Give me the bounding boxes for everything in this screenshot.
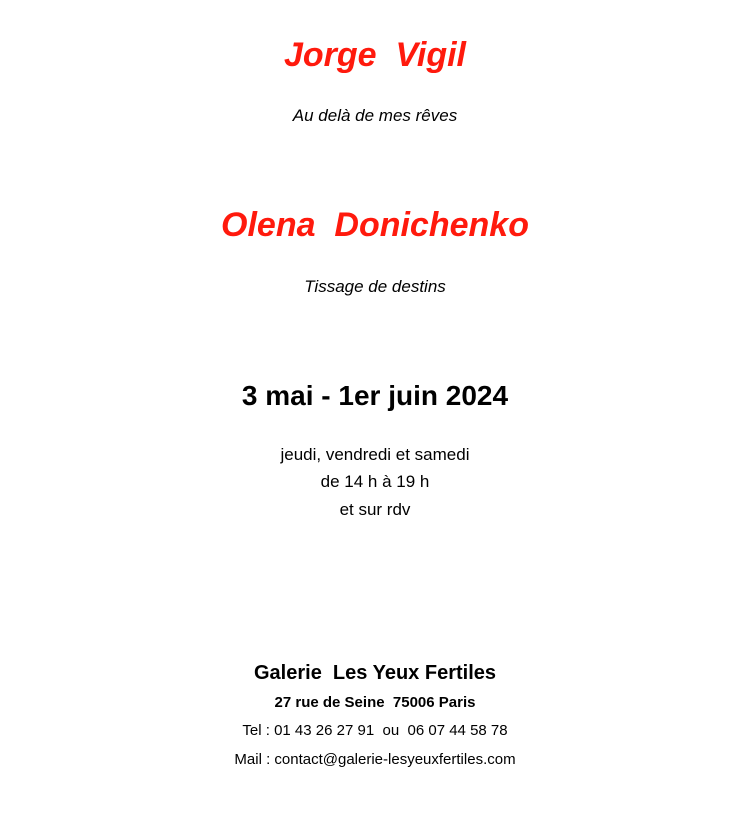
by-appointment: et sur rdv bbox=[339, 500, 411, 519]
gallery-email: Mail : contact@galerie-lesyeuxfertiles.com bbox=[234, 751, 516, 768]
exhibition-title-1: Au delà de mes rêves bbox=[292, 106, 458, 125]
artist-name-1: Jorge Vigil bbox=[283, 36, 466, 74]
gallery-name: Galerie Les Yeux Fertiles bbox=[254, 662, 496, 684]
opening-time: de 14 h à 19 h bbox=[320, 472, 430, 491]
exhibition-title-2: Tissage de destins bbox=[304, 277, 446, 296]
opening-days: jeudi, vendredi et samedi bbox=[280, 445, 470, 464]
exhibition-dates: 3 mai - 1er juin 2024 bbox=[241, 380, 509, 411]
artist-name-2: Olena Donichenko bbox=[221, 206, 529, 244]
gallery-phone: Tel : 01 43 26 27 91 ou 06 07 44 58 78 bbox=[242, 722, 508, 739]
gallery-address: 27 rue de Seine 75006 Paris bbox=[274, 694, 476, 711]
